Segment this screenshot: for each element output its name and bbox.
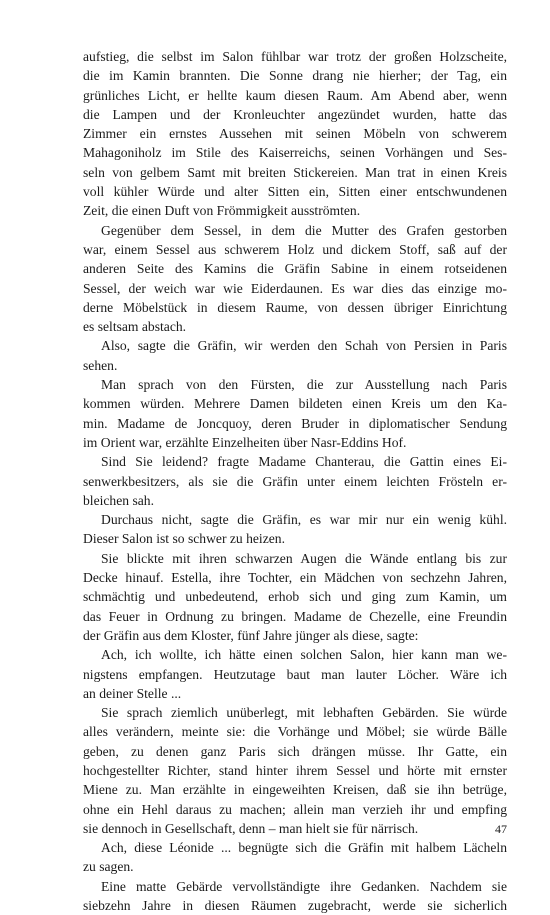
text-line: der Gräfin aus dem Kloster, fünf Jahre jünger als diese, sagte: [83,627,419,643]
text-line: Zimmer ein ernstes Aussehen mit seinen Möbeln von schwerem [83,126,507,142]
text-line: geben, zu denen ganz Paris sich drängen müsse. Ihr Gatte, ein [83,743,507,759]
text-line: Sessel, der weich war wie Eiderdaunen. Es war dies das einzige mo- [83,280,507,296]
text-line: Decke hinauf. Estella, ihre Tochter, ein Mädchen von sechzehn Jahren, [83,570,507,586]
text-line: das Feuer in Ordnung zu bringen. Madame de Chezelle, eine Freundin [83,608,507,624]
text-line: Dieser Salon ist so schwer zu heizen. [83,531,285,547]
text-line: Eine matte Gebärde vervollständigte ihre Gedanken. Nachdem sie [101,878,507,894]
text-line: anderen Seite des Kamins die Gräfin Sabine in einem rotseidenen [83,261,507,277]
text-line: schmächtig und unbedeutend, erhob sich und ging zum Kamin, um [83,589,507,605]
text-line: es seltsam abstach. [83,319,187,335]
text-line: Miene zu. Man erzählte in eingeweihten Kreisen, daß sie ihn betrüge, [83,782,507,798]
text-line: seln von gelbem Samt mit breiten Stickereien. Man trat in einen Kreis [83,164,507,180]
text-line: die Lampen und der Kronleuchter angezündet wurden, hatte das [83,106,507,122]
text-line: nigstens empfangen. Heutzutage baut man lauter Löcher. Wäre ich [83,666,507,682]
text-line: siebzehn Jahre in diesen Räumen zugebracht, werde sie sicherlich [83,898,507,914]
text-line: alles verändern, meinte sie: die Vorhänge und Möbel; sie würde Bälle [83,724,507,740]
text-line: bleichen sah. [83,492,154,508]
text-line: grünliches Licht, er hellte kaum diesen Raum. Am Abend aber, wenn [83,87,507,103]
text-line: Durchaus nicht, sagte die Gräfin, es war mir nur ein wenig kühl. [101,512,507,528]
text-line: Mahagoniholz im Stile des Kaiserreichs, seinen Vorhängen und Ses- [83,145,507,161]
page-number: 47 [495,822,507,836]
text-line: Also, sagte die Gräfin, wir werden den Schah von Persien in Paris [101,338,507,354]
text-line: Ach, diese Léonide ... begnügte sich die Gräfin mit halbem Lächeln [101,840,507,856]
text-line: ohne ein Hehl daraus zu machen; allein man verzieh ihr und empfing [83,801,507,817]
text-line: derne Möbelstück in diesem Raume, von dessen übriger Einrichtung [83,299,507,315]
text-line: die im Kamin brannten. Die Sonne drang nie hierher; der Tag, ein [83,68,507,84]
text-line: an deiner Stelle ... [83,685,182,701]
text-line: Man sprach von den Fürsten, die zur Ausstellung nach Paris [101,377,507,393]
text-line: Zeit, die einen Duft von Frömmigkeit ausströmten. [83,203,361,219]
text-line: senwerkbesitzers, als sie die Gräfin unter einem leichten Frösteln er- [83,473,507,489]
text-line: hochgestellter Richter, stand hinter ihrem Sessel und hörte mit ernster [83,762,507,778]
text-line: Gegenüber dem Sessel, in dem die Mutter des Grafen gestorben [101,222,507,238]
text-line: Sie sprach ziemlich unüberlegt, mit lebhaften Gebärden. Sie würde [101,705,507,721]
text-line: min. Madame de Joncquoy, deren Bruder in diplomatischer Sendung [83,415,507,431]
text-line: Ach, ich wollte, ich hätte einen solchen Salon, hier kann man we- [101,647,507,663]
text-line: aufstieg, die selbst im Salon fühlbar war trotz der großen Holzscheite, [83,49,507,64]
text-line: Sind Sie leidend? fragte Madame Chanterau, die Gattin eines Ei- [101,454,507,470]
text-line: Sie blickte mit ihren schwarzen Augen die Wände entlang bis zur [101,550,507,566]
text-line: sehen. [83,357,118,373]
text-line: sie dennoch in Gesellschaft, denn – man hielt sie für närrisch. [83,820,419,836]
text-line: zu sagen. [83,859,134,875]
text-line: kommen würden. Mehrere Damen bildeten einen Kreis um den Ka- [83,396,507,412]
body-text [83,47,507,915]
text-line: voll kühler Würde und alter Sitten ein, Sitten einer entschwundenen [83,184,507,200]
text-line: im Orient war, erzählte Einzelheiten über Nasr-Eddins Hof. [83,434,407,450]
text-line: war, einem Sessel aus schwerem Holz und dickem Stoff, saß auf der [83,241,507,257]
